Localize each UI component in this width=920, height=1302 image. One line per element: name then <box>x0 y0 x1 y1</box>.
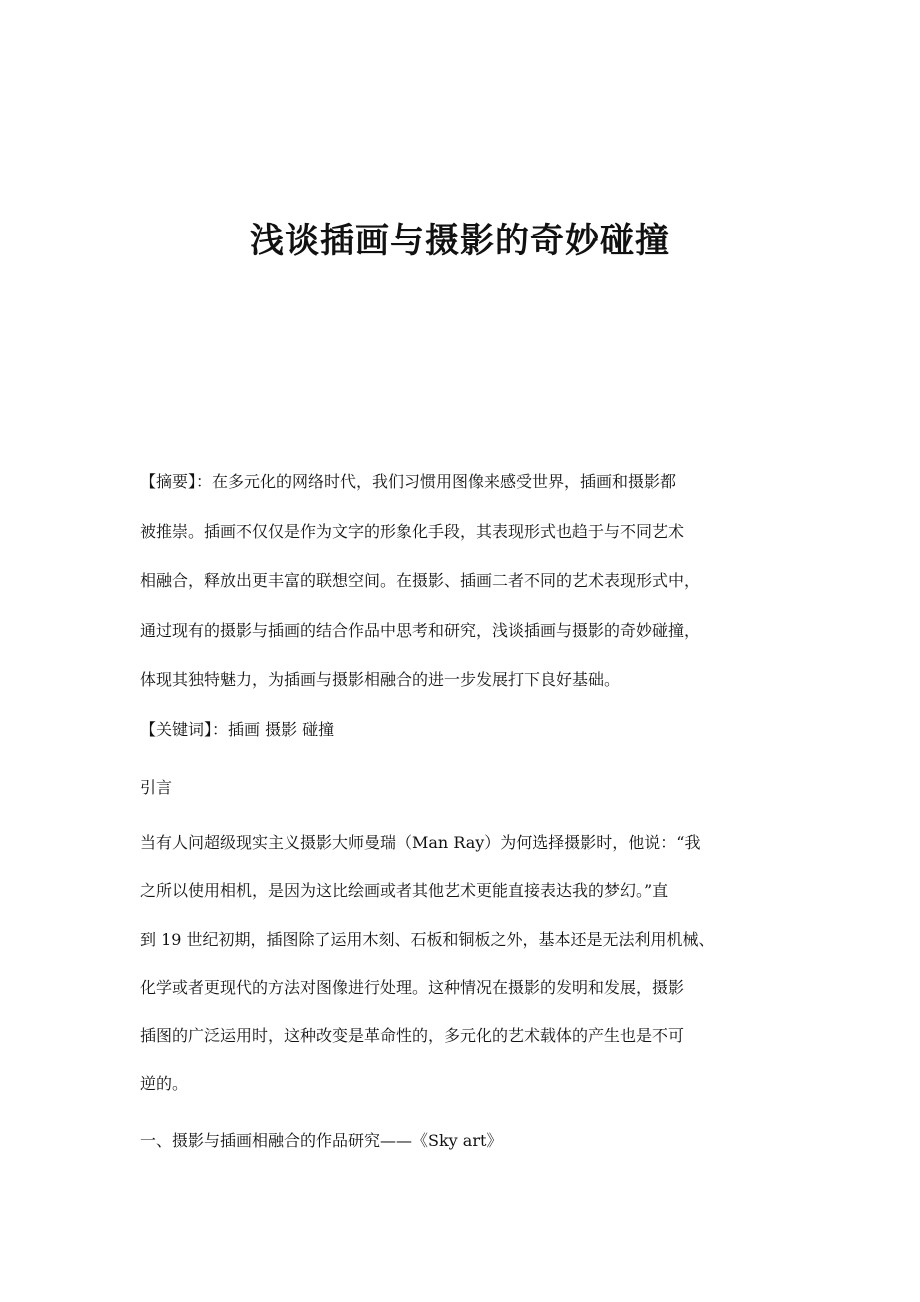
abstract-line: 体现其独特魅力，为插画与摄影相融合的进一步发展打下良好基础。 <box>140 670 621 689</box>
document-title: 浅谈插画与摄影的奇妙碰撞 <box>250 221 670 261</box>
abstract-line: 被推崇。插画不仅仅是作为文字的形象化手段，其表现形式也趋于与不同艺术 <box>140 522 685 541</box>
intro-line: 之所以使用相机，是因为这比绘画或者其他艺术更能直接表达我的梦幻。”直 <box>140 881 669 900</box>
section-heading: 一、摄影与插画相融合的作品研究——《Sky art》 <box>140 1131 503 1150</box>
keywords-line: 【关键词】：插画 摄影 碰撞 <box>140 720 335 739</box>
intro-line: 到 19 世纪初期，插图除了运用木刻、石板和铜板之外，基本还是无法利用机械、 <box>140 930 715 949</box>
intro-line: 当有人问超级现实主义摄影大师曼瑞（Man Ray）为何选择摄影时，他说：“我 <box>140 833 701 852</box>
intro-line: 逆的。 <box>140 1074 189 1093</box>
abstract-line: 相融合，释放出更丰富的联想空间。在摄影、插画二者不同的艺术表现形式中， <box>140 571 701 590</box>
abstract-line: 通过现有的摄影与插画的结合作品中思考和研究，浅谈插画与摄影的奇妙碰撞， <box>140 621 701 640</box>
abstract-line: 【摘要】：在多元化的网络时代，我们习惯用图像来感受世界，插画和摄影都 <box>140 472 677 491</box>
intro-line: 插图的广泛运用时，这种改变是革命性的，多元化的艺术载体的产生也是不可 <box>140 1026 685 1045</box>
intro-line: 化学或者更现代的方法对图像进行处理。这种情况在摄影的发明和发展，摄影 <box>140 978 685 997</box>
intro-heading: 引言 <box>140 778 173 797</box>
